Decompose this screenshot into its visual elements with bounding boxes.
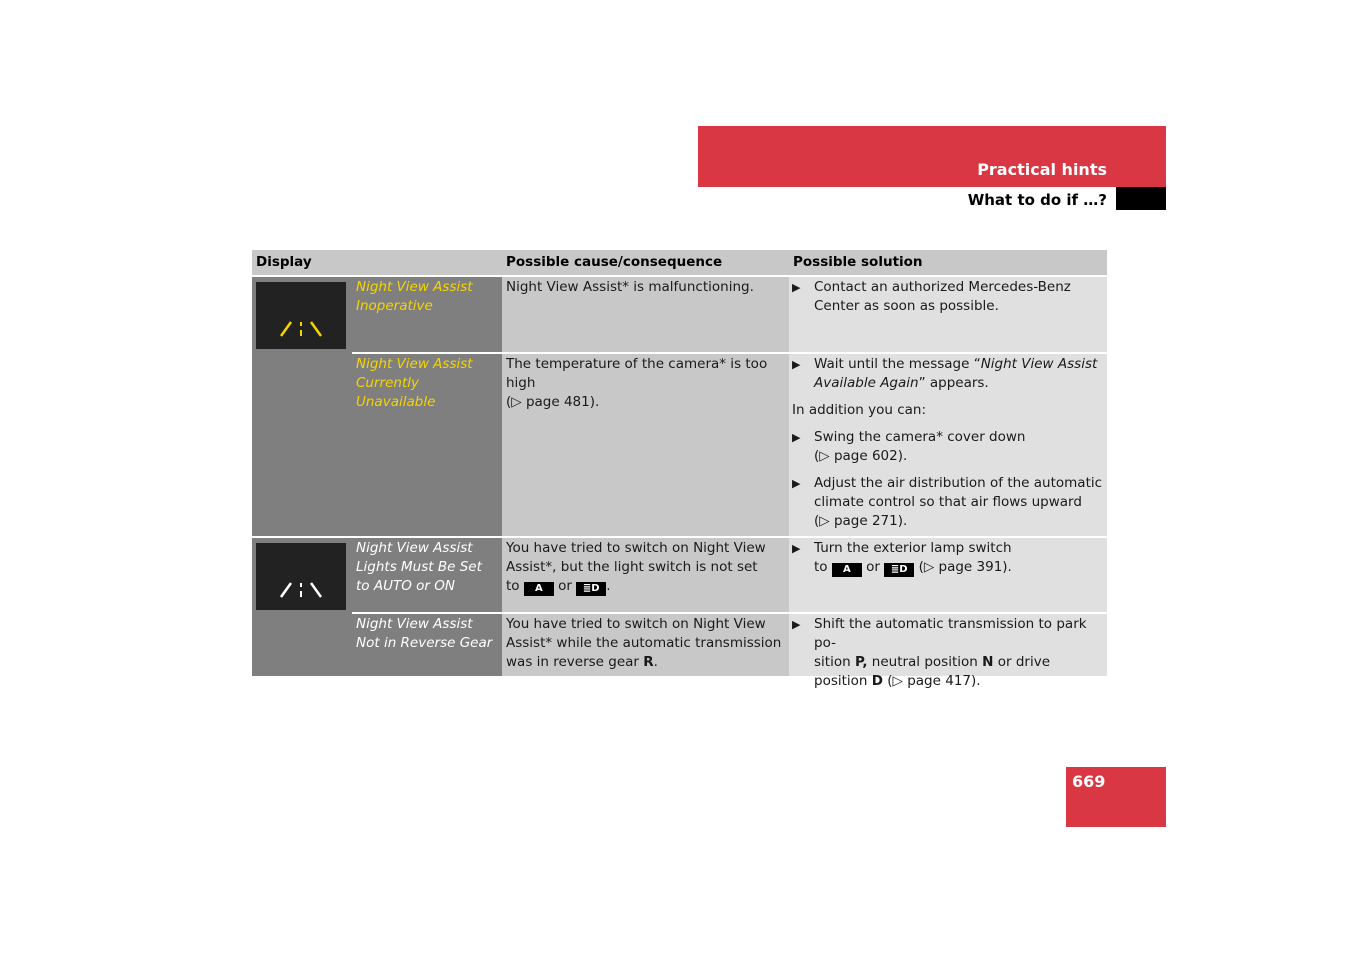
solution-note: In addition you can:: [792, 402, 927, 418]
cause-cell: Night View Assist* is malfunctioning.: [502, 277, 789, 352]
display-message: Night View Assist Not in Reverse Gear: [352, 614, 502, 676]
solution-step: ▶ Swing the camera* cover down (▷ page 602).: [792, 429, 1026, 464]
display-icon-cell: [252, 277, 352, 536]
bullet-arrow-icon: ▶: [792, 542, 801, 555]
col-cause: Possible cause/consequence: [506, 254, 723, 270]
bullet-arrow-icon: ▶: [792, 477, 801, 490]
table-row: [352, 277, 1107, 352]
auto-light-key-icon: A: [832, 563, 862, 577]
table-row: [352, 612, 1107, 689]
auto-light-key-icon: A: [524, 582, 554, 596]
bullet-arrow-icon: ▶: [792, 281, 801, 294]
display-message: Night View Assist Inoperative: [352, 277, 502, 352]
bullet-arrow-icon: ▶: [792, 431, 801, 444]
display-icon-cell: [252, 538, 352, 676]
solution-cell: [789, 538, 1107, 612]
low-beam-key-icon: ≣D: [884, 563, 914, 577]
cause-cell: The temperature of the camera* is too high (▷ page 481).: [502, 354, 789, 536]
header-tab-marker: [1116, 187, 1166, 210]
col-display: Display: [256, 254, 312, 270]
display-message: Night View Assist Currently Unavailable: [352, 354, 502, 536]
bullet-arrow-icon: ▶: [792, 618, 801, 631]
solution-cell: [789, 354, 1107, 536]
solution-cell: [789, 614, 1107, 689]
solution-step: ▶ Wait until the message “Night View Assist Available Again” appears.: [792, 356, 1098, 391]
section-title: Practical hints: [977, 160, 1107, 179]
table-group: [252, 275, 1107, 536]
cause-cell: You have tried to switch on Night View Assist* while the automatic transmission was in reverse gear R.: [502, 614, 789, 676]
table-row: [352, 538, 1107, 612]
table-header: [252, 250, 1107, 275]
solution-cell: [789, 277, 1107, 352]
troubleshooting-table: [252, 250, 1107, 689]
page-number: 669: [1072, 772, 1106, 791]
low-beam-key-icon: ≣D: [576, 582, 606, 596]
night-view-icon: [256, 282, 346, 349]
col-solution: Possible solution: [793, 254, 923, 270]
solution-step: ▶ Contact an authorized Mercedes-Benz Center as soon as possible.: [792, 279, 1071, 314]
bullet-arrow-icon: ▶: [792, 358, 801, 371]
table-row: [352, 352, 1107, 536]
solution-step: ▶ Shift the automatic transmission to park po- sition P, neutral position N or drive position D (▷ page 417).: [792, 616, 1087, 689]
subsection-title: What to do if …?: [967, 191, 1107, 209]
solution-step: ▶ Turn the exterior lamp switch to A or ≣D (▷ page 391).: [792, 540, 1012, 575]
solution-step: ▶ Adjust the air distribution of the automatic climate control so that air flows upward (▷ page 271).: [792, 475, 1103, 529]
table-group: [252, 536, 1107, 689]
night-view-icon: [256, 543, 346, 610]
cause-cell: You have tried to switch on Night View Assist*, but the light switch is not set to A or ≣D .: [502, 538, 789, 612]
display-message: Night View Assist Lights Must Be Set to AUTO or ON: [352, 538, 502, 612]
